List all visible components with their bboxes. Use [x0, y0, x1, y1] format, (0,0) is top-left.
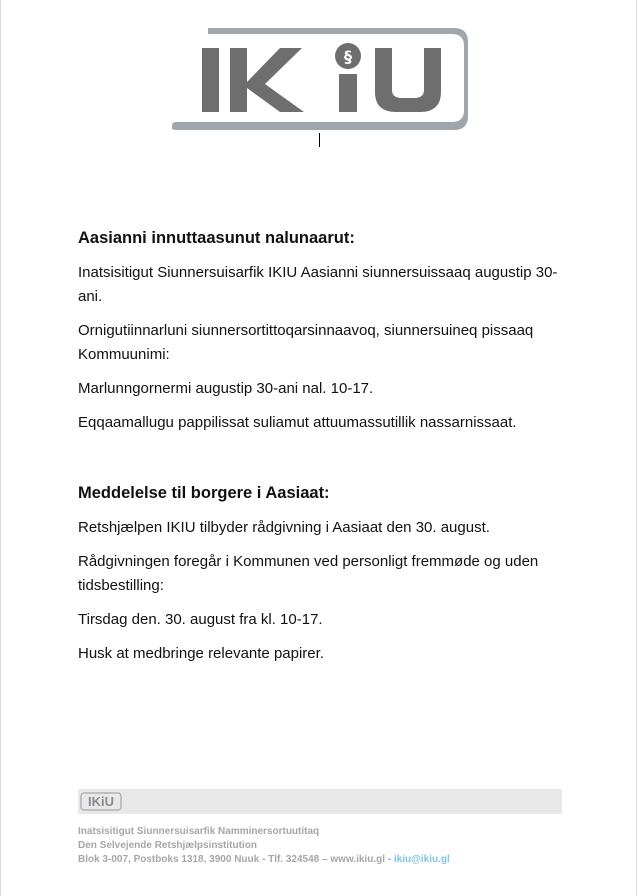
footer-bar: [78, 789, 562, 814]
paragraph: Eqqaamallugu pappilissat suliamut attuumassutillik nassarnissaat.: [78, 414, 517, 431]
paragraph: Ornigutiinnarluni siunnersortittoqarsinnaavoq, siunnersuineq pissaaq Kommuunimi:: [78, 322, 534, 363]
paragraph: Inatsisitigut Siunnersuisarfik IKIU Aasianni siunnersuissaaq augustip 30-ani.: [78, 264, 558, 305]
paragraph: Retshjælpen IKIU tilbyder rådgivning i Aasiaat den 30. august.: [78, 519, 490, 536]
footer-address: [78, 825, 450, 867]
paragraph: Husk at medbringe relevante papirer.: [78, 645, 324, 662]
text-cursor: [319, 133, 320, 147]
section-heading-danish: Meddelelse til borgere i Aasiaat:: [78, 484, 330, 502]
ikiu-logo: [168, 26, 468, 132]
svg-text:IKiU: IKiU: [88, 794, 114, 809]
footer-email-link[interactable]: ikiu@ikiu.gl: [393, 854, 450, 865]
footer-contact: Blok 3-007, Postboks 1318, 3900 Nuuk - Tlf. 324548 – www.ikiu.gl -: [78, 854, 394, 865]
paragraph: Rådgivningen foregår i Kommunen ved personligt fremmøde og uden tidsbestilling:: [78, 553, 539, 594]
footer-line-2: Den Selvejende Retshjælpsinstitution: [78, 840, 257, 851]
document-body: [78, 226, 568, 676]
paragraph: Marlunngornermi augustip 30-ani nal. 10-17.: [78, 380, 374, 397]
section-gap: [78, 445, 568, 481]
footer-line-1: Inatsisitigut Siunnersuisarfik Namminersortuutitaq: [78, 826, 320, 837]
footer-line-3: [78, 853, 450, 867]
footer-ikiu-logo: [80, 792, 122, 811]
page-border-right: [636, 0, 637, 896]
section-heading-greenlandic: Aasianni innuttaasunut nalunaarut:: [78, 229, 355, 247]
paragraph: Tirsdag den. 30. august fra kl. 10-17.: [78, 611, 323, 628]
svg-text:§: §: [344, 47, 352, 66]
page-border-left: [0, 0, 1, 896]
